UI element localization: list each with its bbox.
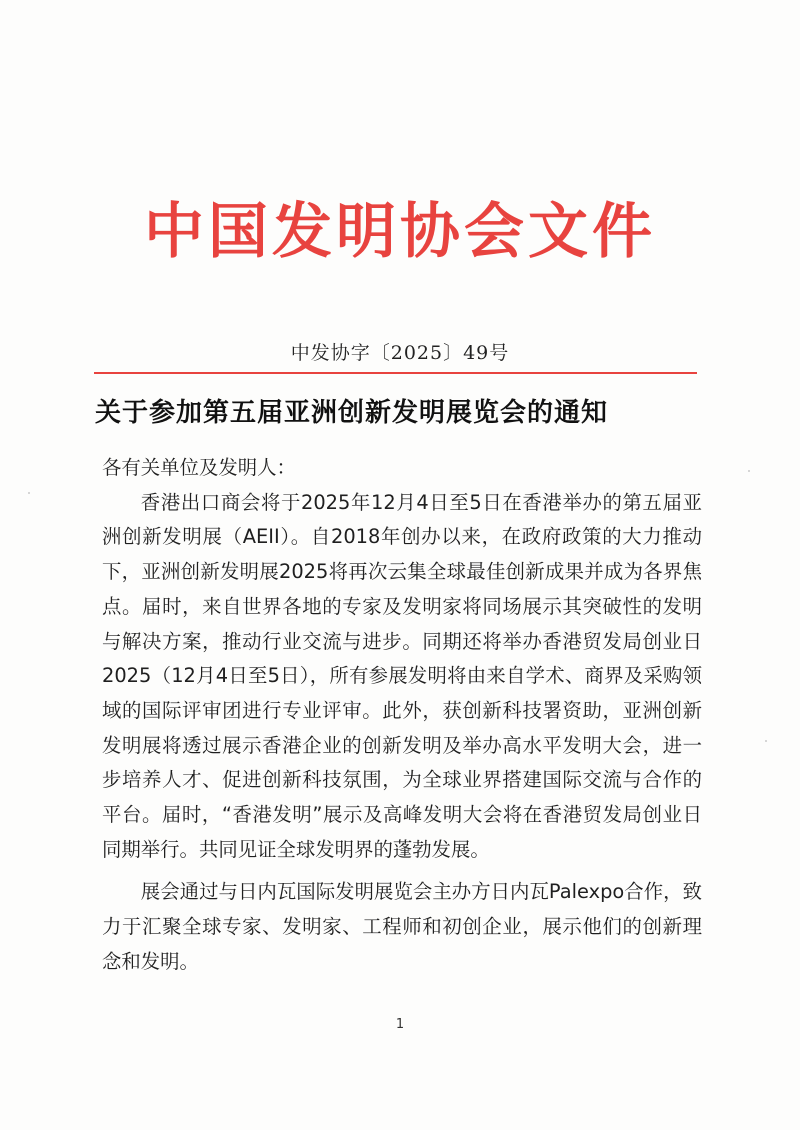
notice-body xyxy=(102,451,702,980)
document-number: 中发协字〔2025〕49号 xyxy=(290,342,510,364)
body-paragraph-1: 香港出口商会将于2025年12月4日至5日在香港举办的第五届亚洲创新发明展（AEII）。自2018年创办以来，在政府政策的大力推动下，亚洲创新发明展2025将再次云集全球最佳创新成果并成为各界焦点。届时，来自世界各地的专家及发明家将同场展示其突破性的发明与解决方案，推动行业交流与进步。同期还将举办香港贸发局创业日2025（12月4日至5日），所有参展发明将由来自学术、商界及采购领域的国际评审团进行专业评审。此外，获创新科技署资助，亚洲创新发明展将透过展示香港企业的创新发明及举办高水平发明大会，进一步培养人才、促进创新科技氛围，为全球业界搭建国际交流与合作的平台。届时，“香港发明”展示及高峰发明大会将在香港贸发局创业日同期举行。共同见证全球发明界的蓬勃发展。 xyxy=(102,490,702,861)
salutation: 各有关单位及发明人： xyxy=(102,456,296,479)
scan-speck xyxy=(748,470,750,472)
scan-speck xyxy=(765,740,767,742)
notice-title: 关于参加第五届亚洲创新发明展览会的通知 xyxy=(95,398,609,428)
issuer-letterhead: 中国发明协会文件 xyxy=(144,197,656,267)
red-divider-line xyxy=(94,372,697,374)
body-paragraph-2: 展会通过与日内瓦国际发明展览会主办方日内瓦Palexpo合作，致力于汇聚全球专家、发明家、工程师和初创企业，展示他们的创新理念和发明。 xyxy=(102,880,702,973)
scan-speck xyxy=(28,492,30,494)
page-number: 1 xyxy=(395,1017,405,1032)
